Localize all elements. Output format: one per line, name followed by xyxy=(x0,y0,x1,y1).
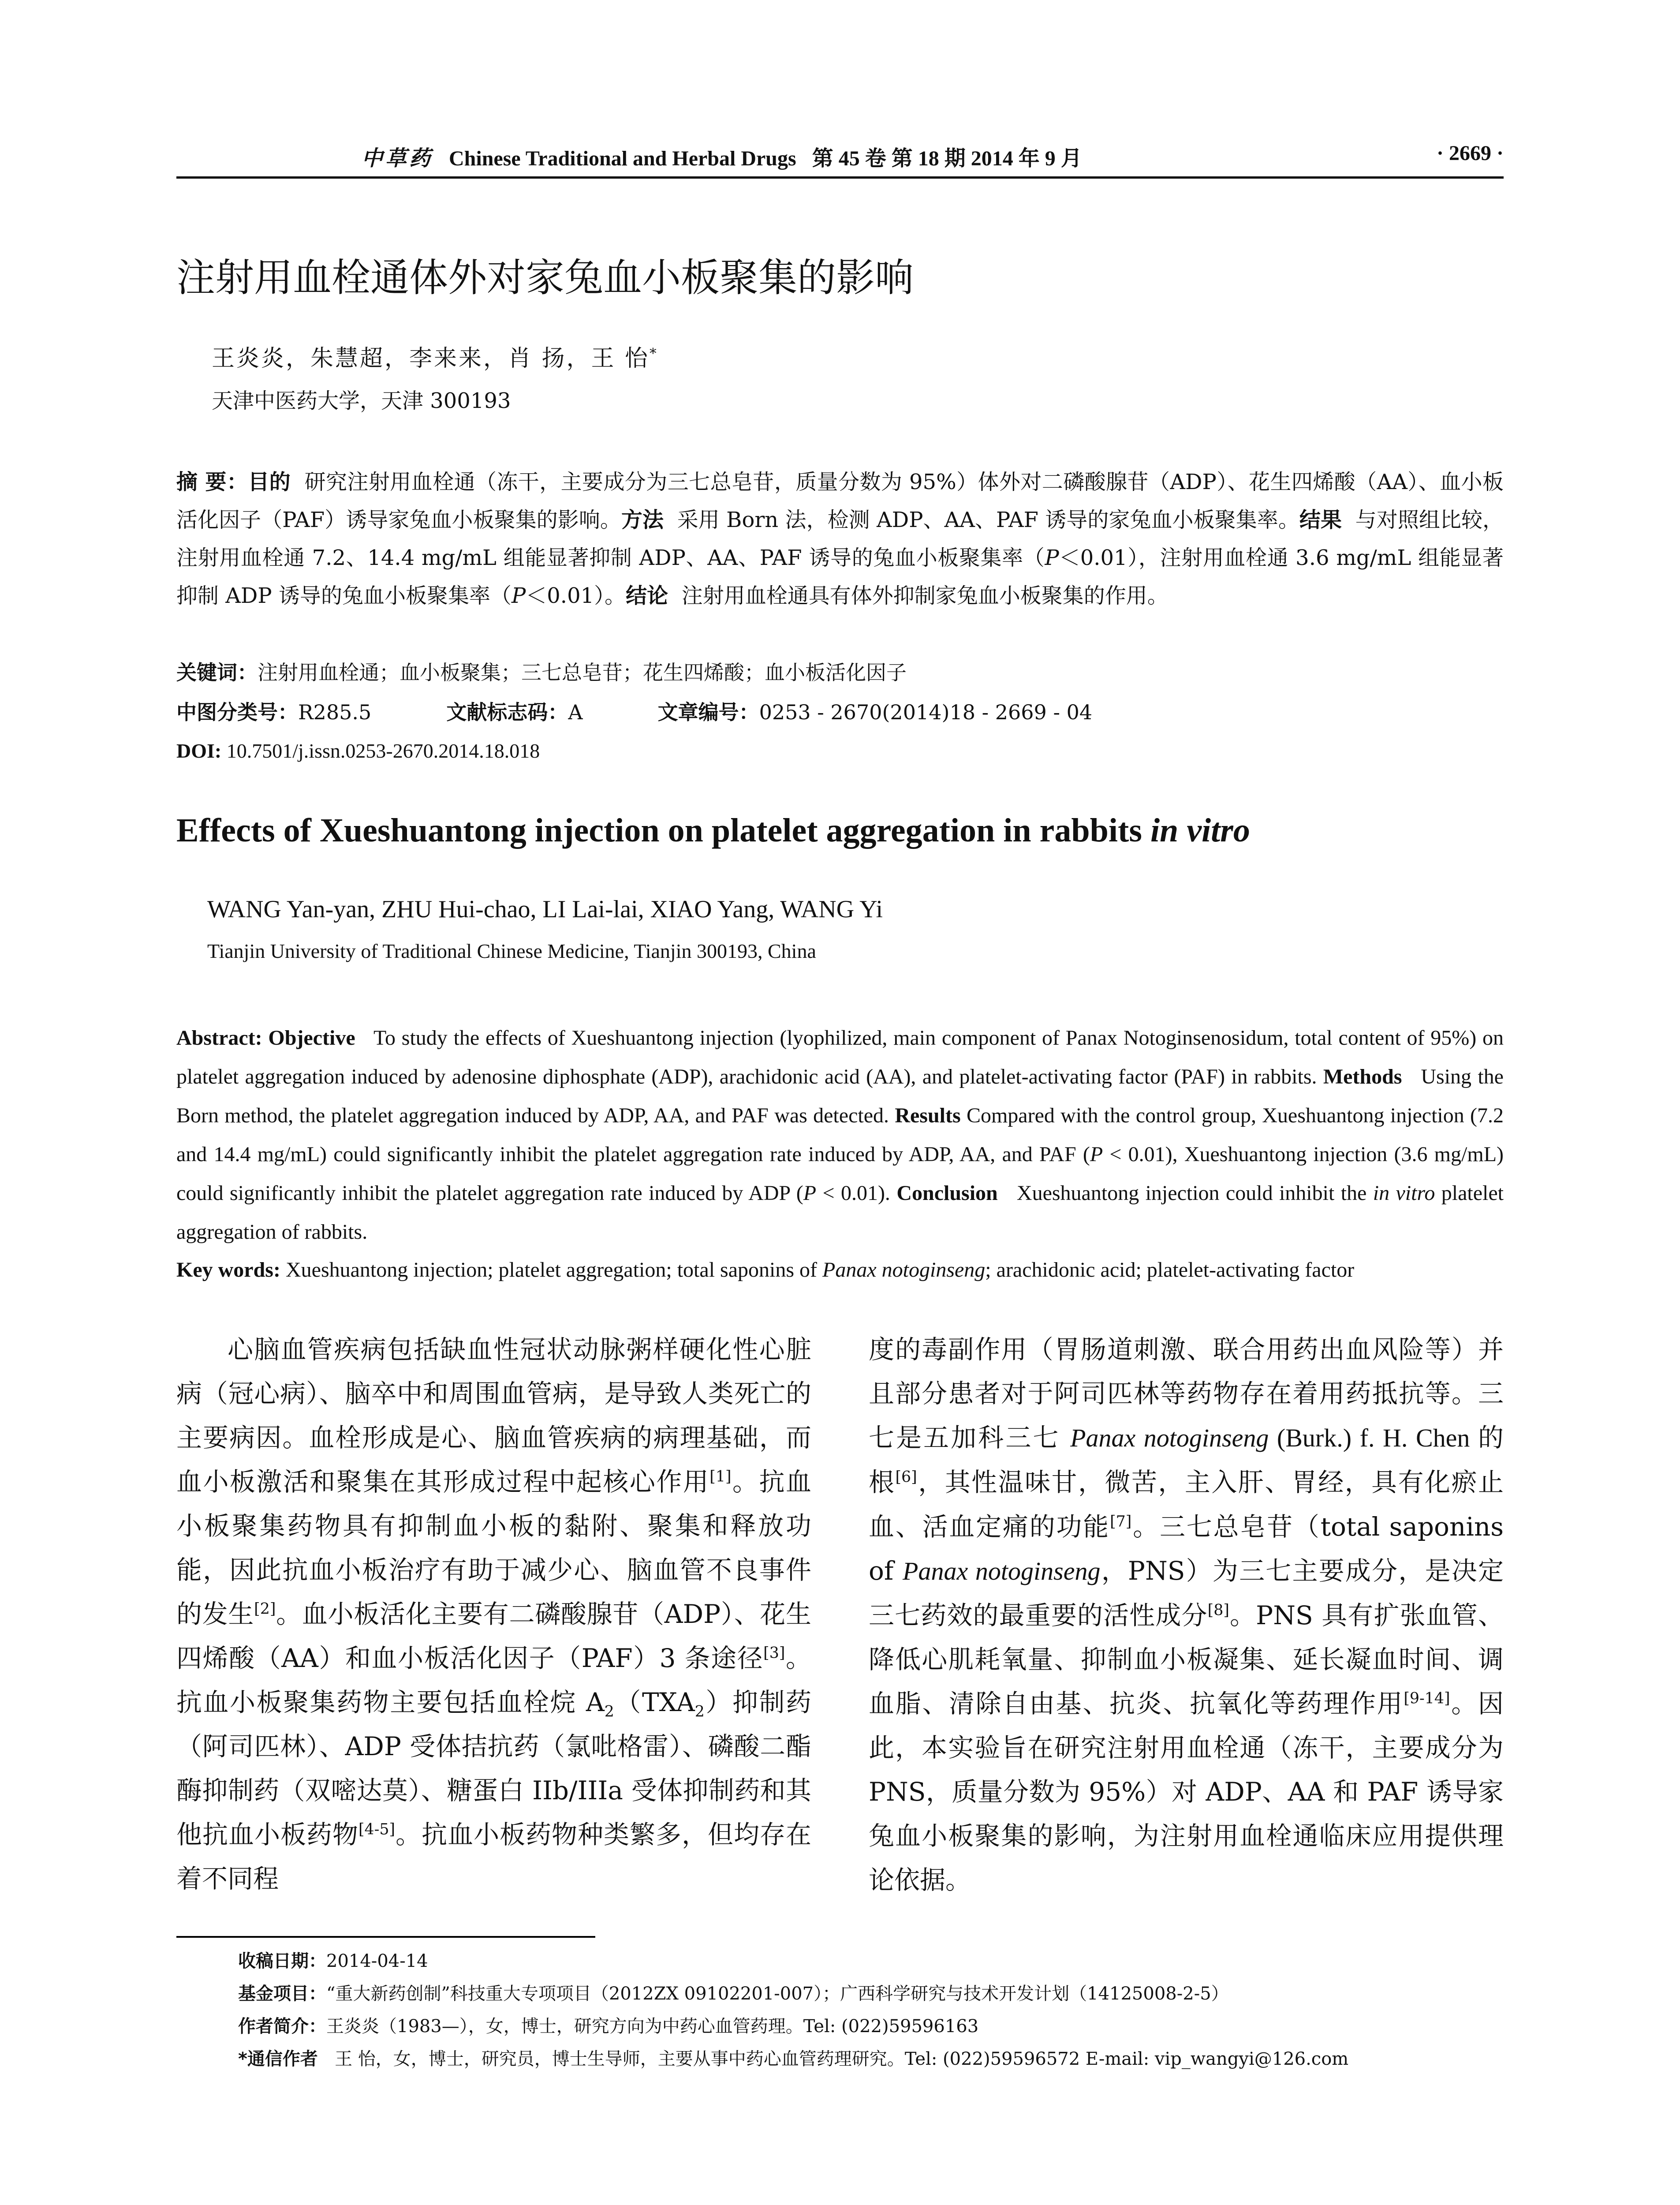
body-text: （TXA xyxy=(614,1687,695,1717)
species-name: Panax notoginseng xyxy=(903,1557,1101,1585)
en-affiliation: Tianjin University of Traditional Chinese Medicine, Tianjin 300193, China xyxy=(207,940,816,962)
doc-code-value: A xyxy=(568,700,583,724)
subscript-2: 2 xyxy=(604,1703,614,1721)
en-title xyxy=(176,811,1250,850)
cn-results-1: 与对照组比较，注射用血栓通 7.2、14.4 mg/mL 组能显著抑制 ADP、AA、PAF 诱导的兔血小板聚集率（ xyxy=(176,508,1504,570)
body-column-right xyxy=(869,1327,1504,1902)
en-conclusion-italic: in vitro xyxy=(1373,1181,1435,1205)
en-results-3: < 0.01). xyxy=(816,1181,890,1205)
cn-objective-label: 目的 xyxy=(248,470,291,494)
cn-keywords-text: 注射用血栓通；血小板聚集；三七总皂苷；花生四烯酸；血小板活化因子 xyxy=(258,661,907,684)
footnote-author xyxy=(238,2010,1504,2043)
en-conclusion-label: Conclusion xyxy=(896,1181,998,1205)
cn-authors xyxy=(212,340,658,373)
footnote-label: 作者简介： xyxy=(238,2016,326,2037)
en-conclusion-2: platelet aggregation of rabbits. xyxy=(176,1181,1504,1244)
doi-label: DOI: xyxy=(176,740,222,762)
article-no-value: 0253 - 2670(2014)18 - 2669 - 04 xyxy=(759,700,1093,724)
en-methods-label: Methods xyxy=(1323,1065,1402,1088)
journal-name xyxy=(362,141,1082,172)
cn-keywords xyxy=(176,657,1504,688)
body-text: ，PNS）为三七主要成分，是决定三七药效的最重要的活性成分 xyxy=(869,1556,1504,1630)
cn-objective: 研究注射用血栓通（冻干，主要成分为三七总皂苷，质量分数为 95%）体外对二磷酸腺苷（ADP）、花生四烯酸（AA）、血小板活化因子（PAF）诱导家兔血小板聚集的影响。 xyxy=(176,470,1504,532)
subscript-2: 2 xyxy=(694,1703,705,1721)
corresponding-mark: * xyxy=(650,345,658,362)
cn-methods: 采用 Born 法，检测 ADP、AA、PAF 诱导的家兔血小板聚集率。 xyxy=(677,508,1299,532)
cn-keywords-label: 关键词： xyxy=(176,661,258,684)
cn-results-2: ＜0.01），注射用血栓通 3.6 mg/mL 组能显著抑制 ADP 诱导的兔血小板聚集率（ xyxy=(176,546,1504,608)
clc-label: 中图分类号： xyxy=(176,700,298,724)
body-text: 。抗血小板药物种类繁多，但均存在着不同程 xyxy=(176,1820,811,1894)
citation-1[interactable]: [1] xyxy=(709,1468,732,1486)
journal-name-en: Chinese Traditional and Herbal Drugs xyxy=(449,147,796,170)
en-authors: WANG Yan-yan, ZHU Hui-chao, LI Lai-lai, XIAO Yang, WANG Yi xyxy=(207,896,883,923)
clc-value: R285.5 xyxy=(298,700,372,724)
cn-conclusion: 注射用血栓通具有体外抑制家兔血小板聚集的作用。 xyxy=(681,583,1169,608)
en-title-italic: in vitro xyxy=(1150,812,1250,849)
cn-classification xyxy=(176,697,1504,728)
body-paragraph-1-cont xyxy=(869,1327,1504,1902)
doi-value: 10.7501/j.issn.0253-2670.2014.18.018 xyxy=(226,740,540,762)
footnote-text: 王 怡，女，博士，研究员，博士生导师，主要从事中药心血管药理研究。Tel: (022)59596572 E-mail: vip_wangyi@126.com xyxy=(335,2049,1349,2069)
body-text: 。抗血小板聚集药物主要包括血栓烷 A xyxy=(176,1643,811,1717)
species-name: Panax notoginseng xyxy=(1070,1424,1269,1452)
footnote-text: 2014-04-14 xyxy=(326,1951,428,1971)
cn-results-label: 结果 xyxy=(1299,508,1342,532)
en-abstract xyxy=(176,1019,1504,1252)
body-paragraph-1 xyxy=(176,1327,811,1901)
en-conclusion-1: Xueshuantong injection could inhibit the xyxy=(1016,1181,1373,1205)
doc-code-label: 文献标志码： xyxy=(446,700,568,724)
cn-author-list: 王炎炎，朱慧超，李来来，肖 扬，王 怡 xyxy=(212,345,650,372)
cn-methods-label: 方法 xyxy=(621,508,664,532)
citation-6[interactable]: [6] xyxy=(895,1468,917,1486)
cn-results-3: ＜0.01）。 xyxy=(526,583,626,608)
volume-issue: 第 45 卷 第 18 期 2014 年 9 月 xyxy=(812,147,1082,170)
body-text: 。PNS 具有扩张血管、降低心肌耗氧量、抑制血小板凝集、延长凝血时间、调血脂、清除自由基、抗炎、抗氧化等药理作用 xyxy=(869,1600,1504,1719)
running-header xyxy=(176,141,1504,173)
body-text: 。三七总皂苷（total saponins of xyxy=(869,1512,1504,1586)
citation-3[interactable]: [3] xyxy=(763,1644,785,1662)
cn-p-symbol-2: P xyxy=(511,583,526,608)
body-text: 。血小板活化主要有二磷酸腺苷（ADP）、花生四烯酸（AA）和血小板活化因子（PAF）3 条途径 xyxy=(176,1599,811,1673)
en-results-2: < 0.01), Xueshuantong injection (3.6 mg/mL) could significantly inhibit the platelet aggregation rate induced by ADP ( xyxy=(176,1143,1504,1205)
body-column-left xyxy=(176,1327,811,1901)
header-rule xyxy=(176,176,1504,179)
en-p-symbol-1: P xyxy=(1090,1143,1103,1166)
en-methods: Using the Born method, the platelet aggregation induced by ADP, AA, and PAF was detected. xyxy=(176,1065,1504,1127)
body-text: 心脑血管疾病包括缺血性冠状动脉粥样硬化性心脏病（冠心病）、脑卒中和周围血管病，是导致人类死亡的主要病因。血栓形成是心、脑血管疾病的病理基础，而血小板激活和聚集在其形成过程中起核心作用 xyxy=(176,1334,811,1497)
footnote-received xyxy=(238,1945,1504,1977)
cn-title: 注射用血栓通体外对家兔血小板聚集的影响 xyxy=(176,255,914,300)
cn-abstract-label: 摘 要： xyxy=(176,470,248,494)
body-text: 。抗血小板聚集药物具有抑制血小板的黏附、聚集和释放功能，因此抗血小板治疗有助于减少心、脑血管不良事件的发生 xyxy=(176,1467,811,1629)
cn-abstract xyxy=(176,463,1504,615)
en-keywords xyxy=(176,1252,1504,1288)
body-text: 度的毒副作用（胃肠道刺激、联合用药出血风险等）并且部分患者对于阿司匹林等药物存在着用药抵抗等。三七是五加科三七 xyxy=(869,1334,1504,1453)
doi xyxy=(176,736,1504,766)
footnote-text: 王炎炎（1983—），女，博士，研究方向为中药心血管药理。Tel: (022)59596163 xyxy=(326,2016,979,2037)
body-text: 。因此，本实验旨在研究注射用血栓通（冻干，主要成分为 PNS，质量分数为 95%）对 ADP、AA 和 PAF 诱导家兔血小板聚集的影响，为注射用血栓通临床应用提供理论依据。 xyxy=(869,1689,1504,1895)
body-text: ，其性温味甘，微苦，主入肝、胃经，具有化瘀止血、活血定痛的功能 xyxy=(869,1467,1504,1542)
citation-2[interactable]: [2] xyxy=(254,1600,276,1618)
footnote-text: “重大新药创制”科技重大专项项目（2012ZX 09102201-007）；广西科学研究与技术开发计划（14125008-2-5） xyxy=(326,1984,1229,2004)
cn-p-symbol-1: P xyxy=(1045,546,1059,570)
en-keywords-1: Xueshuantong injection; platelet aggregation; total saponins of xyxy=(285,1258,823,1282)
footnote-label: *通信作者 xyxy=(238,2049,318,2069)
en-title-main: Effects of Xueshuantong injection on platelet aggregation in rabbits xyxy=(176,812,1150,849)
article-no-label: 文章编号： xyxy=(657,700,759,724)
en-keywords-italic: Panax notoginseng xyxy=(822,1258,986,1282)
cn-affiliation: 天津中医药大学，天津 300193 xyxy=(212,389,511,413)
page-number: · 2669 · xyxy=(1436,142,1504,165)
citation-4-5[interactable]: [4-5] xyxy=(358,1820,396,1839)
citation-8[interactable]: [8] xyxy=(1207,1601,1229,1619)
footnotes xyxy=(238,1945,1504,2075)
en-keywords-2: ; arachidonic acid; platelet-activating factor xyxy=(985,1258,1355,1282)
en-results-label: Results xyxy=(895,1104,961,1127)
journal-name-cn: 中草药 xyxy=(362,146,433,171)
citation-7[interactable]: [7] xyxy=(1110,1513,1132,1531)
footnote-fund xyxy=(238,1977,1504,2010)
en-p-symbol-2: P xyxy=(803,1181,817,1205)
en-objective: To study the effects of Xueshuantong injection (lyophilized, main component of Panax Notoginsenosidum, total content of 95%) on platelet aggregation induced by adenosine diphosphate (ADP), arachidonic acid (AA), and platelet-activating factor (PAF) in rabbits. xyxy=(176,1026,1504,1088)
footnote-corresponding xyxy=(238,2043,1504,2075)
body-text: ）抑制药（阿司匹林）、ADP 受体拮抗药（氯吡格雷）、磷酸二酯酶抑制药（双嘧达莫）、糖蛋白 IIb/IIIa 受体抑制药和其他抗血小板药物 xyxy=(176,1687,811,1850)
en-abstract-label: Abstract: Objective xyxy=(176,1026,355,1050)
citation-9-14[interactable]: [9-14] xyxy=(1404,1689,1450,1708)
footnote-rule xyxy=(176,1936,595,1938)
footnote-label: 收稿日期： xyxy=(238,1951,326,1971)
cn-conclusion-label: 结论 xyxy=(626,583,668,608)
en-keywords-label: Key words: xyxy=(176,1258,280,1282)
footnote-label: 基金项目： xyxy=(238,1984,326,2004)
en-results-1: Compared with the control group, Xueshuantong injection (7.2 and 14.4 mg/mL) could significantly inhibit the platelet aggregation rate induced by ADP, AA, and PAF ( xyxy=(176,1104,1504,1166)
body-text: (Burk.) f. H. Chen 的根 xyxy=(869,1424,1504,1497)
